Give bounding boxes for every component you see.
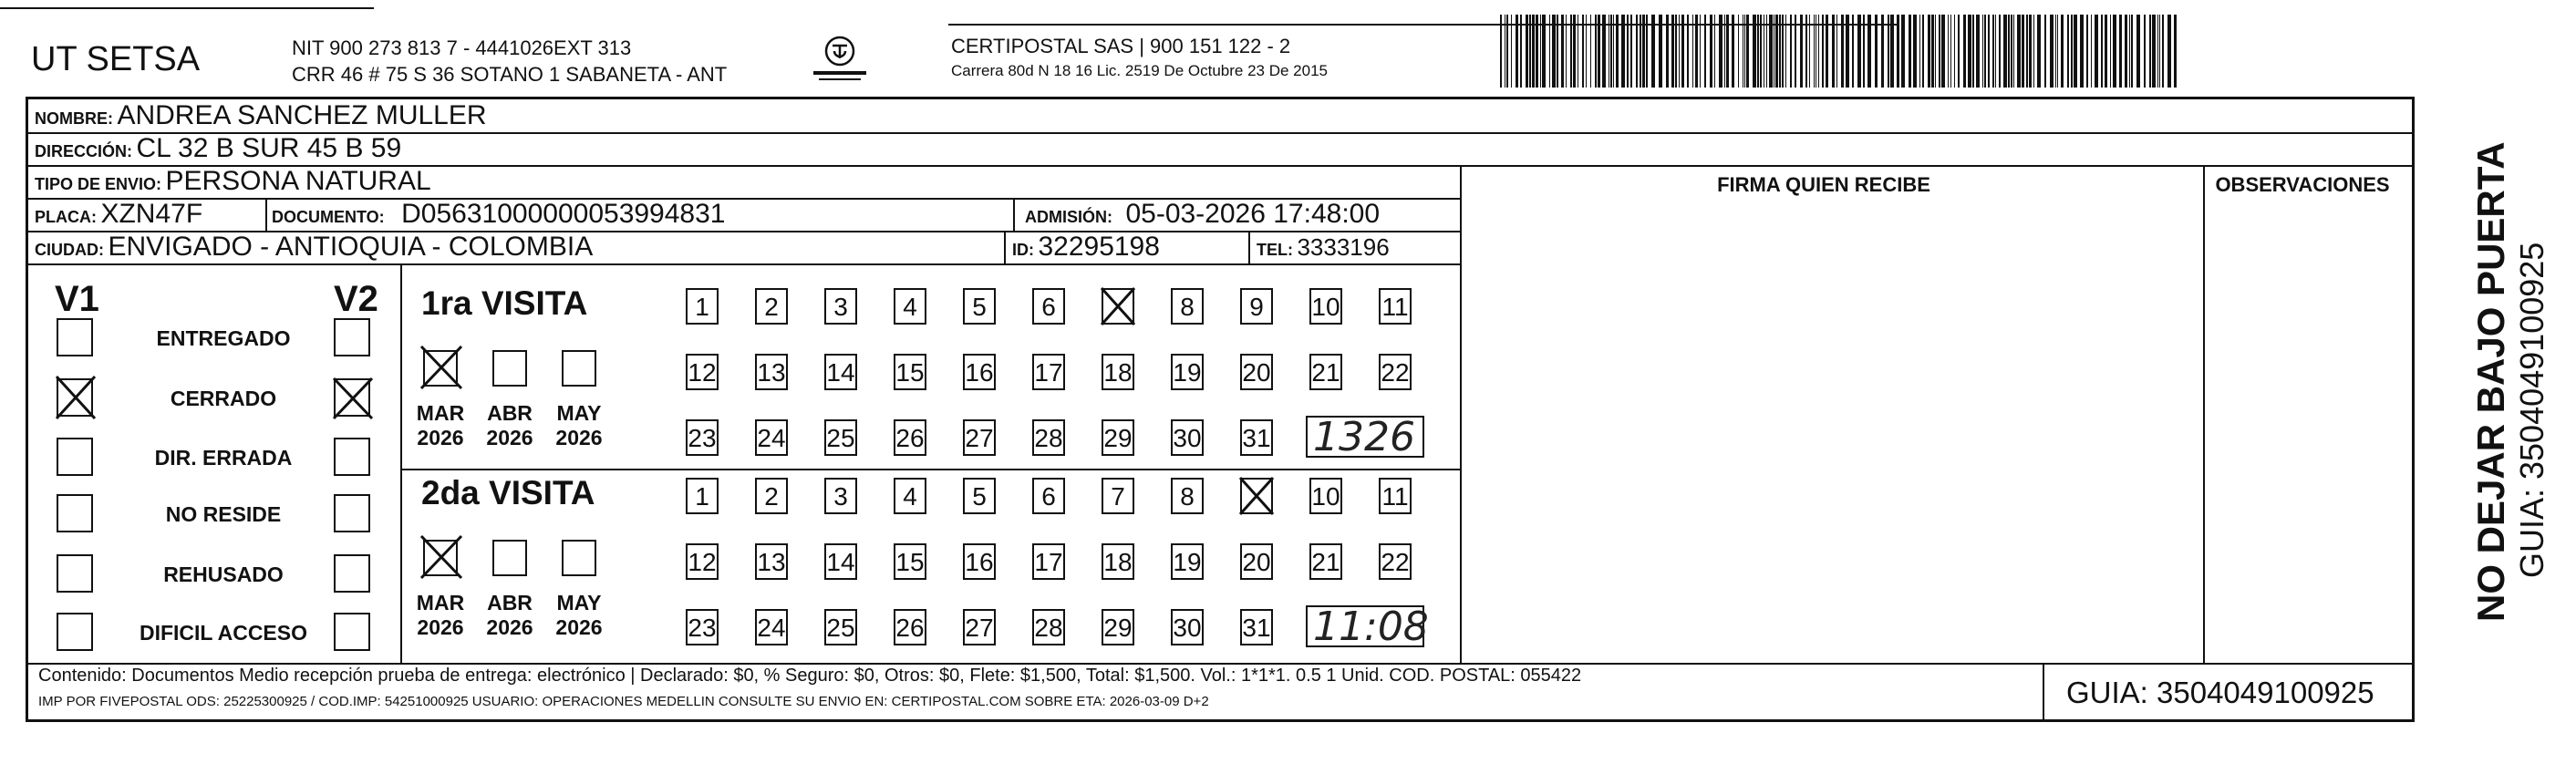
- admision-row: [1025, 199, 1380, 230]
- day-checkbox[interactable]: 8: [1171, 478, 1204, 514]
- admision-divider: [1013, 198, 1015, 231]
- nombre-row: [35, 100, 487, 131]
- status-v1-checkbox[interactable]: [57, 613, 93, 651]
- day-checkbox[interactable]: 14: [824, 543, 857, 580]
- status-option-label: ENTREGADO: [156, 326, 291, 350]
- day-checkbox[interactable]: 10: [1309, 478, 1342, 514]
- top-rule-left: [0, 7, 374, 9]
- month-name: ABR: [487, 401, 533, 425]
- month-label: [412, 401, 469, 450]
- day-checkbox[interactable]: 13: [755, 543, 788, 580]
- placa-row: [35, 199, 202, 230]
- day-checkbox[interactable]: 2: [755, 478, 788, 514]
- documento-value: D05631000000053994831: [401, 199, 726, 229]
- status-v1-checkbox[interactable]: [57, 438, 93, 476]
- handwritten-time: 1326: [1313, 414, 1415, 460]
- day-checkbox[interactable]: 29: [1102, 419, 1134, 456]
- status-option-label: CERRADO: [170, 387, 277, 410]
- day-checkbox[interactable]: 31: [1240, 609, 1273, 645]
- status-v2-checkbox[interactable]: [334, 613, 370, 651]
- documento-label: DOCUMENTO:: [272, 208, 385, 226]
- month-label: [481, 591, 538, 640]
- status-option-label: NO RESIDE: [165, 502, 282, 526]
- day-checkbox[interactable]: 5: [963, 478, 996, 514]
- firma-divider: [1460, 165, 1462, 663]
- status-divider: [400, 263, 402, 663]
- day-checkbox[interactable]: 15: [894, 354, 926, 390]
- id-divider: [1004, 231, 1006, 263]
- id-label: ID:: [1012, 241, 1034, 259]
- id-value: 32295198: [1038, 232, 1160, 262]
- visit-title: 1ra VISITA: [421, 284, 588, 322]
- month-name: ABR: [487, 591, 533, 614]
- day-checkbox[interactable]: 27: [963, 609, 996, 645]
- day-checkbox[interactable]: 11: [1379, 478, 1412, 514]
- month-checkbox[interactable]: [562, 350, 596, 387]
- month-label: [412, 591, 469, 640]
- tipo-envio-value: PERSONA NATURAL: [165, 166, 431, 196]
- ciudad-label: CIUDAD:: [35, 241, 104, 259]
- day-checkbox[interactable]: 24: [755, 419, 788, 456]
- status-option-label: DIR. ERRADA: [154, 446, 293, 470]
- day-checkbox[interactable]: 20: [1240, 354, 1273, 390]
- day-checkbox[interactable]: [1240, 478, 1273, 514]
- day-checkbox[interactable]: 4: [894, 288, 926, 325]
- day-checkbox[interactable]: [1102, 288, 1134, 325]
- month-year: 2026: [486, 426, 533, 449]
- placa-divider: [265, 198, 267, 231]
- status-v2-checkbox[interactable]: [334, 494, 370, 532]
- day-checkbox[interactable]: 30: [1171, 419, 1204, 456]
- day-checkbox[interactable]: 4: [894, 478, 926, 514]
- day-checkbox[interactable]: 26: [894, 419, 926, 456]
- row-divider: [28, 263, 1460, 265]
- month-checkbox[interactable]: [492, 350, 527, 387]
- day-checkbox[interactable]: 2: [755, 288, 788, 325]
- status-option-label: DIFICIL ACCESO: [139, 621, 307, 645]
- day-checkbox[interactable]: 23: [686, 419, 719, 456]
- certipostal-line-2: Carrera 80d N 18 16 Lic. 2519 De Octubre 23 De 2015: [951, 62, 1328, 79]
- day-checkbox[interactable]: 3: [824, 478, 857, 514]
- firma-heading: FIRMA QUIEN RECIBE: [1717, 173, 1930, 196]
- day-checkbox[interactable]: 17: [1032, 354, 1065, 390]
- day-checkbox[interactable]: 9: [1240, 288, 1273, 325]
- month-year: 2026: [486, 615, 533, 639]
- month-name: MAR: [416, 591, 465, 614]
- day-checkbox[interactable]: 14: [824, 354, 857, 390]
- nit-line-2: CRR 46 # 75 S 36 SOTANO 1 SABANETA - ANT: [292, 63, 728, 86]
- month-label: [551, 401, 607, 450]
- day-checkbox[interactable]: 21: [1309, 354, 1342, 390]
- month-label: [551, 591, 607, 640]
- day-checkbox[interactable]: 23: [686, 609, 719, 645]
- month-name: MAR: [416, 401, 465, 425]
- month-checkbox[interactable]: [562, 540, 596, 576]
- tel-row: [1257, 233, 1390, 262]
- guia-number: GUIA: 3504049100925: [2066, 676, 2374, 709]
- month-name: MAY: [556, 401, 602, 425]
- day-checkbox[interactable]: 6: [1032, 288, 1065, 325]
- nombre-value: ANDREA SANCHEZ MULLER: [117, 100, 487, 130]
- day-checkbox[interactable]: 18: [1102, 543, 1134, 580]
- day-checkbox[interactable]: 7: [1102, 478, 1134, 514]
- day-checkbox[interactable]: 26: [894, 609, 926, 645]
- month-checkbox[interactable]: [423, 350, 458, 387]
- month-checkbox[interactable]: [423, 540, 458, 576]
- day-checkbox[interactable]: 17: [1032, 543, 1065, 580]
- admision-value: 05-03-2026 17:48:00: [1125, 199, 1381, 229]
- visit-divider: [400, 469, 1460, 470]
- day-checkbox[interactable]: 29: [1102, 609, 1134, 645]
- footer-content: Contenido: Documentos Medio recepción prueba de entrega: electrónico | Declarado: $0, % Seguro: $0, Otros: $0, Flete: $1,500, Total: $1,500. Vol.: 1*1*1. 0.5 1 Unid. COD. POSTAL: 055422: [38, 666, 1582, 686]
- footer-imp: IMP POR FIVEPOSTAL ODS: 25225300925 / COD.IMP: 54251000925 USUARIO: OPERACIONES MEDELLIN CONSULTE SU ENVIO EN: CERTIPOSTAL.COM SOBRE ETA: 2026-03-09 D+2: [38, 694, 1209, 709]
- day-checkbox[interactable]: 13: [755, 354, 788, 390]
- barcode-icon: [1500, 15, 2179, 88]
- nombre-label: NOMBRE:: [35, 109, 113, 128]
- side-labels: [2469, 141, 2551, 622]
- day-checkbox[interactable]: 18: [1102, 354, 1134, 390]
- day-checkbox[interactable]: 16: [963, 543, 996, 580]
- day-checkbox[interactable]: 8: [1171, 288, 1204, 325]
- v1-heading: V1: [55, 279, 99, 319]
- day-checkbox[interactable]: 5: [963, 288, 996, 325]
- day-checkbox[interactable]: 24: [755, 609, 788, 645]
- side-warning: NO DEJAR BAJO PUERTA: [2469, 141, 2512, 622]
- tipo-envio-label: TIPO DE ENVIO:: [35, 175, 162, 193]
- documento-row: [272, 199, 725, 230]
- status-v1-checkbox[interactable]: [57, 554, 93, 593]
- status-v2-checkbox[interactable]: [334, 378, 370, 417]
- tel-divider: [1248, 231, 1250, 263]
- month-checkbox[interactable]: [492, 540, 527, 576]
- day-checkbox[interactable]: 19: [1171, 354, 1204, 390]
- company-nit: [292, 35, 727, 88]
- day-checkbox[interactable]: 25: [824, 419, 857, 456]
- direccion-value: CL 32 B SUR 45 B 59: [136, 133, 402, 163]
- day-checkbox[interactable]: 22: [1379, 354, 1412, 390]
- ciudad-value: ENVIGADO - ANTIOQUIA - COLOMBIA: [108, 232, 594, 262]
- day-checkbox[interactable]: 1: [686, 478, 719, 514]
- day-checkbox[interactable]: 12: [686, 543, 719, 580]
- status-v1-checkbox[interactable]: [57, 318, 93, 356]
- day-checkbox[interactable]: 30: [1171, 609, 1204, 645]
- direccion-label: DIRECCIÓN:: [35, 142, 132, 160]
- handwritten-time: 11:08: [1313, 604, 1429, 650]
- v2-heading: V2: [334, 279, 378, 319]
- status-v2-checkbox[interactable]: [334, 438, 370, 476]
- nit-line-1: NIT 900 273 813 7 - 4441026EXT 313: [292, 36, 632, 59]
- observaciones-heading: OBSERVACIONES: [2215, 173, 2390, 196]
- day-checkbox[interactable]: 15: [894, 543, 926, 580]
- day-checkbox[interactable]: 28: [1032, 419, 1065, 456]
- day-checkbox[interactable]: 22: [1379, 543, 1412, 580]
- day-checkbox[interactable]: 19: [1171, 543, 1204, 580]
- day-checkbox[interactable]: 3: [824, 288, 857, 325]
- tipo-envio-row: [35, 166, 431, 197]
- status-v2-checkbox[interactable]: [334, 554, 370, 593]
- visit-title: 2da VISITA: [421, 474, 595, 511]
- day-checkbox[interactable]: 20: [1240, 543, 1273, 580]
- day-checkbox[interactable]: 25: [824, 609, 857, 645]
- status-v1-checkbox[interactable]: [57, 494, 93, 532]
- month-year: 2026: [555, 426, 603, 449]
- day-checkbox[interactable]: 27: [963, 419, 996, 456]
- day-checkbox[interactable]: 1: [686, 288, 719, 325]
- ciudad-row: [35, 232, 593, 263]
- admision-label: ADMISIÓN:: [1025, 208, 1112, 226]
- placa-value: XZN47F: [100, 199, 203, 229]
- placa-label: PLACA:: [35, 208, 97, 226]
- day-checkbox[interactable]: 11: [1379, 288, 1412, 325]
- certipostal-line-1: CERTIPOSTAL SAS | 900 151 122 - 2: [951, 35, 1291, 57]
- guia-box: [2043, 663, 2416, 722]
- day-checkbox[interactable]: 16: [963, 354, 996, 390]
- day-checkbox[interactable]: 10: [1309, 288, 1342, 325]
- day-checkbox[interactable]: 28: [1032, 609, 1065, 645]
- day-checkbox[interactable]: 6: [1032, 478, 1065, 514]
- id-row: [1012, 232, 1160, 263]
- status-v1-checkbox[interactable]: [57, 378, 93, 417]
- observaciones-divider: [2203, 165, 2205, 663]
- month-year: 2026: [417, 615, 464, 639]
- side-guia: GUIA: 3504049100925: [2513, 242, 2550, 578]
- company-name: UT SETSA: [31, 40, 201, 78]
- direccion-row: [35, 133, 401, 164]
- tel-label: TEL:: [1257, 241, 1293, 259]
- day-checkbox[interactable]: 12: [686, 354, 719, 390]
- month-year: 2026: [417, 426, 464, 449]
- day-checkbox[interactable]: 31: [1240, 419, 1273, 456]
- status-v2-checkbox[interactable]: [334, 318, 370, 356]
- certipostal-logo-icon: [810, 31, 870, 88]
- month-year: 2026: [555, 615, 603, 639]
- status-option-label: REHUSADO: [163, 563, 284, 586]
- day-checkbox[interactable]: 21: [1309, 543, 1342, 580]
- tel-value: 3333196: [1297, 233, 1390, 261]
- month-name: MAY: [556, 591, 602, 614]
- month-label: [481, 401, 538, 450]
